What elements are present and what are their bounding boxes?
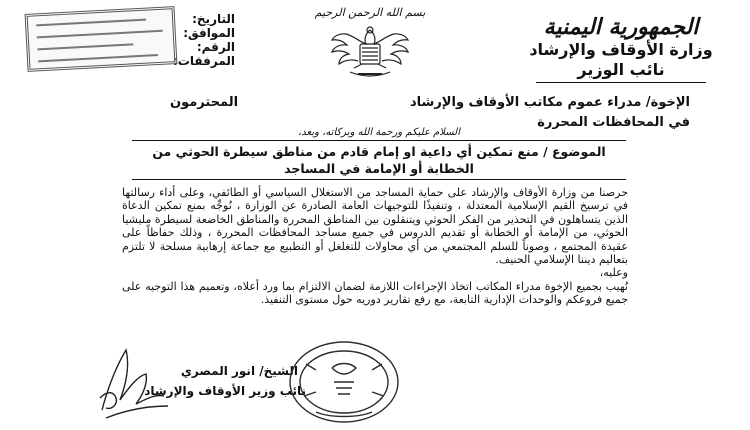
addressee-region: في المحافظات المحررة: [537, 115, 690, 130]
office-name: نائب الوزير: [577, 60, 665, 79]
letter-meta-fields: [20, 8, 235, 76]
attachments-label: المرفقات:: [173, 54, 235, 68]
salutation: السلام عليكم ورحمة الله وبركاته، وبعد،: [298, 127, 460, 138]
official-seal-icon: [286, 338, 402, 426]
addressee-line: الإخوة/ مدراء عموم مكاتب الأوقاف والإرشاد: [409, 95, 690, 110]
ministry-name: وزارة الأوقاف والإرشاد: [529, 40, 713, 59]
signature-block: [96, 340, 306, 424]
signatory-name: الشيخ/ انور المصري: [180, 364, 298, 378]
body-paragraph-1: حرصنا من وزارة الأوقاف والإرشاد على حماية المساجد من الاستغلال السياسي أو الطائفي، وعلى أداء رسالتها في ترسيخ القيم الإسلامية المعتدلة ، وتنفيذًا للتوجيهات العامة الصادرة عن الوزارة ، نُوجِّه بمنع تمكين الدعاة الذين يتساهلون في التحذير من الفكر الحوثي ويتنقلون بين المناطق المحررة والمناطق الخاضعة لسيطرة مليشيا الحوثي، من الإمامة أو الخطابة أو تقديم الدروس في جميع مساجد المحافظات المحررة ، وذلك حفاظاً على عقيدة المجتمع ، وصوناً للسلم المجتمعي من أي محاولات للتغلغل أو التطبيع مع جماعة إرهابية مسلحة لا تلتزم بتعاليم ديننا الإسلامي الحنيف.: [122, 186, 628, 267]
registration-stamp: [25, 6, 178, 72]
letter-body: [122, 186, 628, 307]
reference-number-label: الرقم:: [196, 40, 235, 54]
subject-line-1: الموضوع / منع تمكين أي داعية او إمام قادم من مناطق سيطرة الحوثي من: [152, 144, 606, 159]
signatory-title: نائب وزير الأوقاف والإرشاد: [144, 384, 306, 398]
state-emblem: [290, 6, 450, 86]
body-paragraph-2: وعليه،: [599, 266, 628, 280]
header-rule: [536, 82, 706, 83]
hijri-date-label: الموافق:: [183, 26, 235, 40]
letterhead-issuer: [506, 14, 736, 83]
meta-labels: [175, 12, 235, 68]
addressee-honorific: المحترمون: [170, 95, 239, 110]
date-label: التاريخ:: [192, 12, 235, 26]
country-name: الجمهورية اليمنية: [543, 14, 699, 40]
subject-box: [132, 140, 626, 180]
eagle-emblem-icon: [310, 22, 430, 84]
basmala-text: بسم الله الرحمن الرحيم: [314, 6, 426, 19]
subject-line-2: الخطابة أو الإمامة في المساجد: [284, 161, 474, 176]
body-paragraph-3: نُهيب بجميع الإخوة مدراء المكاتب اتخاذ الإجراءات اللازمة لضمان الالتزام بما ورد أعلاه، وتعميم هذا التوجيه على جميع فروعكم والوحدات الإدارية التابعة، مع رفع تقارير دوريه حول مستوى التنفيذ.: [122, 279, 628, 307]
